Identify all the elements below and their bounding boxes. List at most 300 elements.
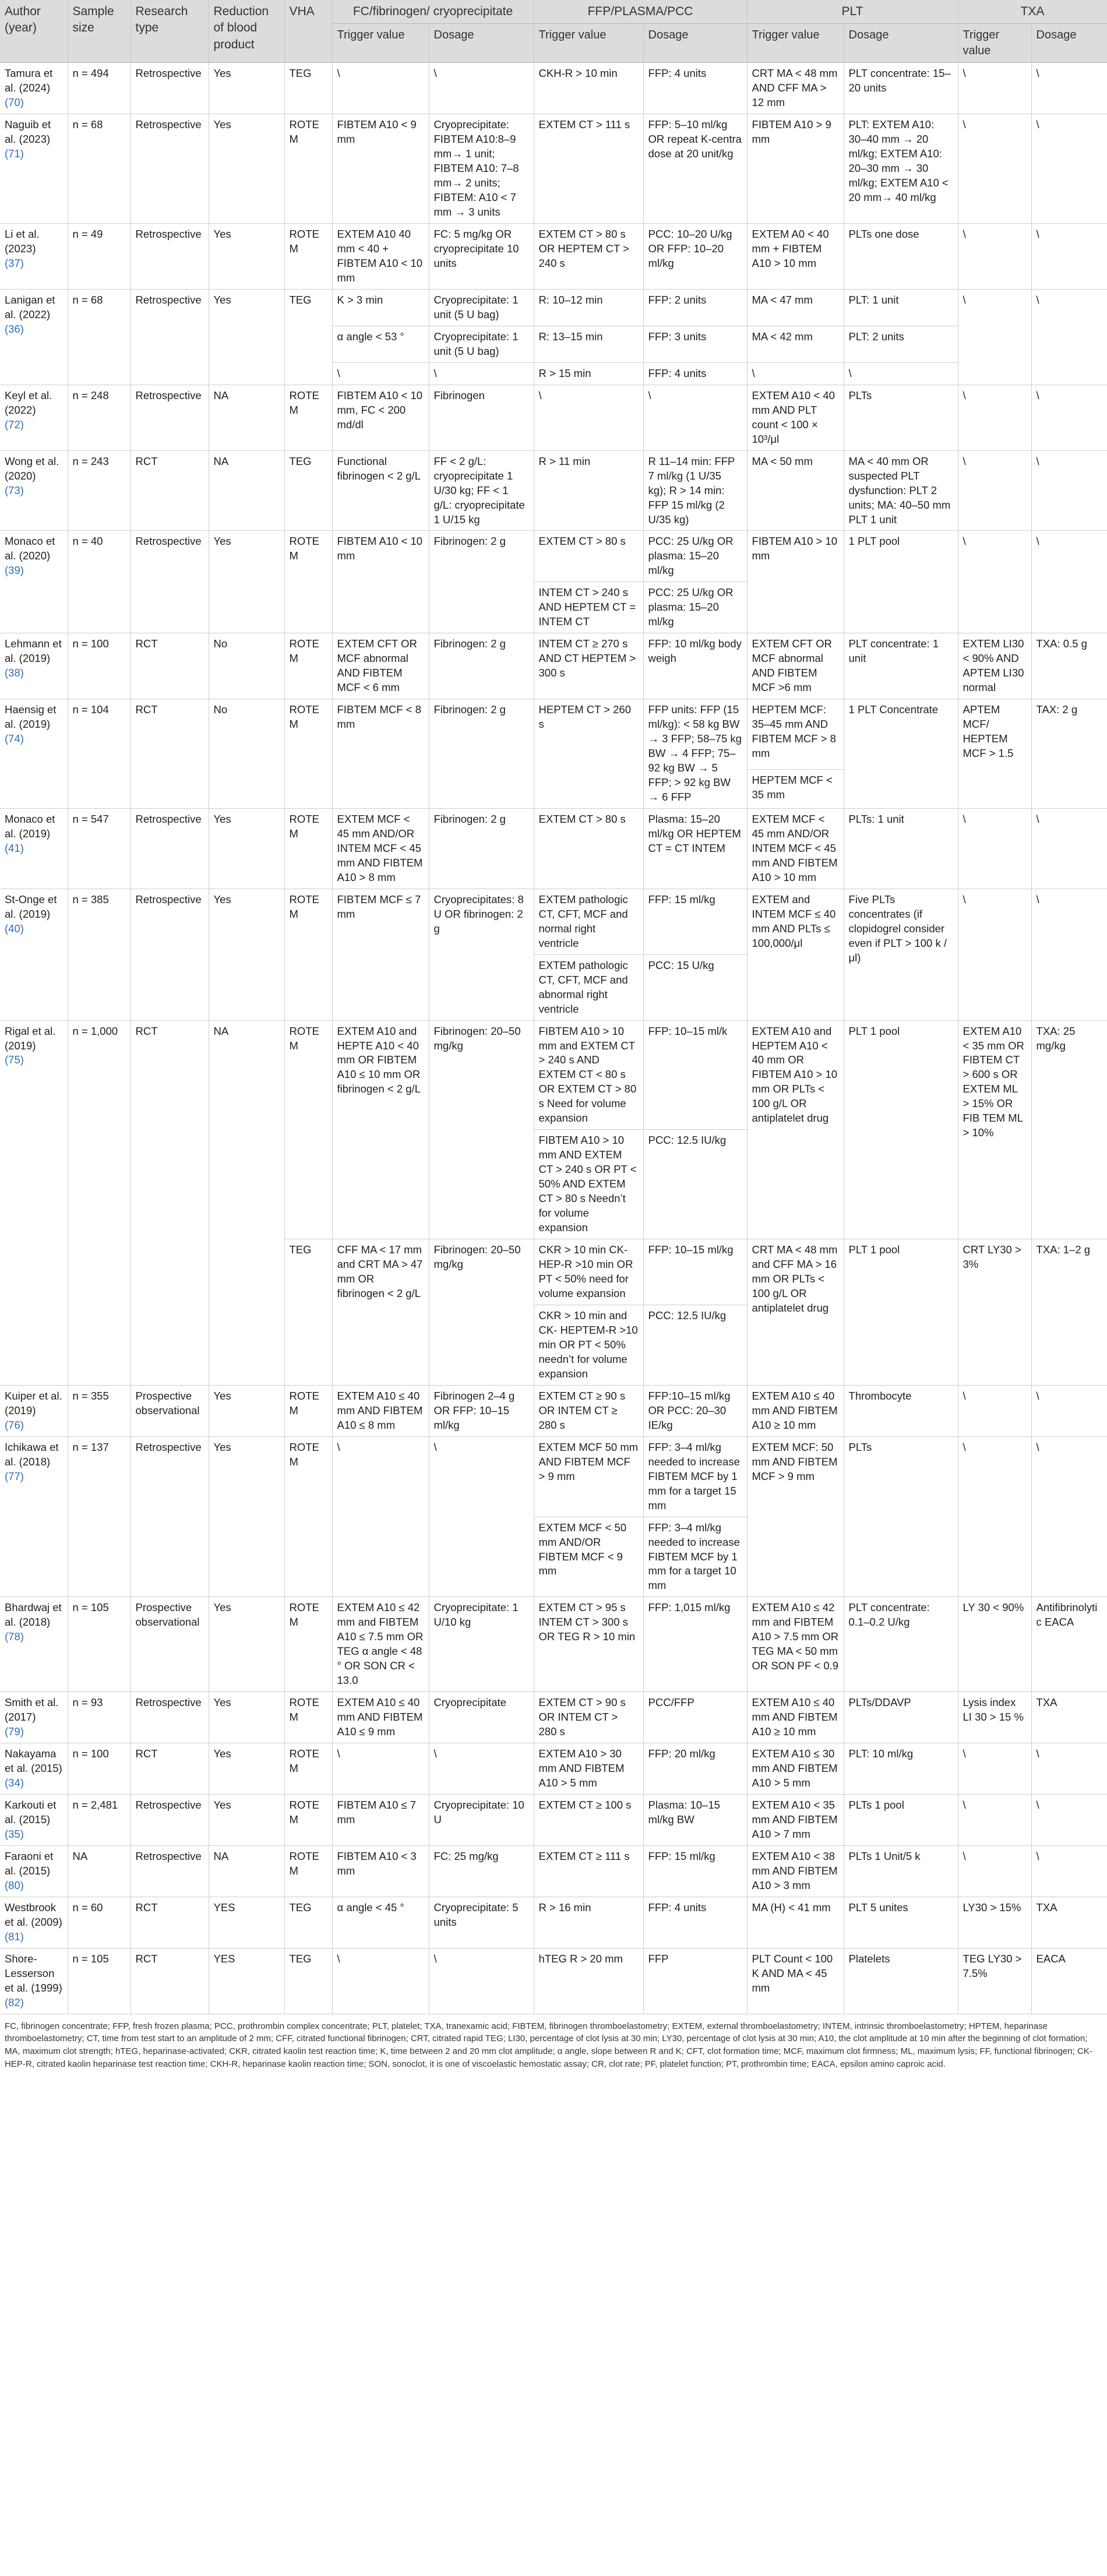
cell-ffp-dosage: FFP: 3 units <box>643 326 747 362</box>
cell-txa-trigger: \ <box>958 114 1031 224</box>
cell-sample-size: n = 243 <box>68 450 131 531</box>
cell-sample-size: n = 248 <box>68 385 131 450</box>
cell-fc-dosage: \ <box>429 362 534 385</box>
cell-reduction: NA <box>209 1845 284 1897</box>
cell-ffp-dosage: FFP units: FFP (15 ml/kg): < 58 kg BW → 3 FFP; 58–75 kg BW → 4 FFP; 75–92 kg BW → 5 FFP; > 92 kg BW → 6 FFP <box>643 699 747 809</box>
cell-sample-size: n = 93 <box>68 1692 131 1743</box>
reference-link[interactable]: (40) <box>5 922 24 935</box>
cell-ffp-trigger: EXTEM CT > 111 s <box>534 114 643 224</box>
cell-fc-trigger: CFF MA < 17 mm and CRT MA > 47 mm OR fibrinogen < 2 g/L <box>332 1239 429 1386</box>
cell-ffp-dosage: FFP: 3–4 ml/kg needed to increase FIBTEM MCF by 1 mm for a target 10 mm <box>643 1517 747 1597</box>
table-row <box>0 633 1107 699</box>
cell-reduction: Yes <box>209 889 284 1020</box>
cell-sample-size: n = 105 <box>68 1948 131 2014</box>
table-row <box>0 1795 1107 1846</box>
cell-author <box>0 1897 68 1948</box>
cell-ffp-trigger: EXTEM pathologic CT, CFT, MCF and abnormal right ventricle <box>534 954 643 1020</box>
cell-plt-trigger: EXTEM A10 ≤ 40 mm AND FIBTEM A10 ≥ 10 mm <box>747 1385 844 1436</box>
author-name: Faraoni et al. (2015) <box>5 1849 54 1877</box>
table-row <box>0 1597 1107 1692</box>
cell-ffp-dosage: PCC: 12.5 IU/kg <box>643 1305 747 1385</box>
reference-link[interactable]: (79) <box>5 1725 24 1738</box>
cell-author <box>0 1743 68 1795</box>
cell-author <box>0 1020 68 1385</box>
cell-txa-trigger: \ <box>958 385 1031 450</box>
cell-txa-trigger: APTEM MCF/ HEPTEM MCF > 1.5 <box>958 699 1031 809</box>
cell-fc-dosage: Fibrinogen: 20–50 mg/kg <box>429 1239 534 1386</box>
cell-ffp-dosage: FFP <box>643 1948 747 2014</box>
cell-plt-dosage: PLT concentrate: 15–20 units <box>844 63 958 114</box>
cell-vha: ROTEM <box>284 224 332 290</box>
cell-sample-size: n = 1,000 <box>68 1020 131 1385</box>
author-name: Nakayama et al. (2015) <box>5 1747 62 1775</box>
table-row <box>0 808 1107 889</box>
cell-vha: ROTEM <box>284 808 332 889</box>
cell-plt-dosage: PLT 1 pool <box>844 1020 958 1239</box>
cell-plt-trigger: HEPTEM MCF: 35–45 mm AND FIBTEM MCF > 8 mm <box>747 699 844 770</box>
cell-ffp-dosage: FFP: 1,015 ml/kg <box>643 1597 747 1692</box>
cell-ffp-dosage: FFP: 4 units <box>643 63 747 114</box>
cell-plt-trigger: EXTEM A10 < 40 mm AND PLT count < 100 × 10³/μl <box>747 385 844 450</box>
reference-link[interactable]: (74) <box>5 732 24 745</box>
cell-fc-trigger: \ <box>332 1436 429 1597</box>
cell-plt-trigger: PLT Count < 100 K AND MA < 45 mm <box>747 1948 844 2014</box>
cell-plt-dosage: PLT: EXTEM A10: 30–40 mm → 20 ml/kg; EXTEM A10: 20–30 mm → 30 ml/kg; EXTEM A10 < 20 mm→ 40 ml/kg <box>844 114 958 224</box>
cell-plt-trigger: HEPTEM MCF < 35 mm <box>747 769 844 808</box>
cell-author <box>0 63 68 114</box>
header-txa-trigger: Trigger value <box>958 24 1031 63</box>
table-row <box>0 1845 1107 1897</box>
author-name: Lehmann et al. (2019) <box>5 637 62 665</box>
cell-txa-dosage: \ <box>1031 114 1107 224</box>
cell-reduction: Yes <box>209 63 284 114</box>
header-sample-size: Sample size <box>68 0 131 63</box>
cell-fc-dosage: Cryoprecipitate: 1 unit (5 U bag) <box>429 326 534 362</box>
cell-sample-size: n = 68 <box>68 289 131 385</box>
cell-fc-trigger: FIBTEM MCF < 8 mm <box>332 699 429 809</box>
cell-ffp-dosage: FFP: 15 ml/kg <box>643 889 747 954</box>
cell-plt-dosage: PLT 5 unites <box>844 1897 958 1948</box>
author-name: Wong et al. (2020) <box>5 454 59 482</box>
cell-fc-dosage: Cryoprecipitate: 1 unit (5 U bag) <box>429 289 534 326</box>
cell-txa-trigger: \ <box>958 1436 1031 1597</box>
cell-research-type: RCT <box>131 1020 209 1385</box>
reference-link[interactable]: (34) <box>5 1777 24 1789</box>
cell-txa-trigger: \ <box>958 1795 1031 1846</box>
cell-reduction: NA <box>209 1020 284 1385</box>
reference-link[interactable]: (77) <box>5 1470 24 1482</box>
cell-ffp-dosage: PCC: 12.5 IU/kg <box>643 1130 747 1239</box>
reference-link[interactable]: (76) <box>5 1418 24 1431</box>
cell-plt-trigger: EXTEM A10 < 38 mm AND FIBTEM A10 > 3 mm <box>747 1845 844 1897</box>
cell-ffp-dosage: R 11–14 min: FFP 7 ml/kg (1 U/35 kg); R > 14 min: FFP 15 ml/kg (2 U/35 kg) <box>643 450 747 531</box>
author-name: Tamura et al. (2024) <box>5 67 53 94</box>
author-name: Lanigan et al. (2022) <box>5 293 55 320</box>
cell-vha: ROTEM <box>284 889 332 1020</box>
cell-reduction: Yes <box>209 1385 284 1436</box>
author-name: Monaco et al. (2020) <box>5 535 55 562</box>
cell-sample-size: n = 60 <box>68 1897 131 1948</box>
cell-plt-trigger: EXTEM MCF: 50 mm AND FIBTEM MCF > 9 mm <box>747 1436 844 1597</box>
cell-sample-size: n = 49 <box>68 224 131 290</box>
cell-research-type: Prospective observational <box>131 1385 209 1436</box>
cell-ffp-trigger: EXTEM CT ≥ 90 s OR INTEM CT ≥ 280 s <box>534 1385 643 1436</box>
cell-fc-dosage: Cryoprecipitate: 1 U/10 kg <box>429 1597 534 1692</box>
reference-link[interactable]: (38) <box>5 667 24 679</box>
cell-fc-trigger: FIBTEM MCF ≤ 7 mm <box>332 889 429 1020</box>
author-name: Keyl et al. (2022) <box>5 389 52 416</box>
cell-research-type: Retrospective <box>131 1795 209 1846</box>
cell-fc-dosage: Cryoprecipitate: 10 U <box>429 1795 534 1846</box>
cell-txa-dosage: \ <box>1031 1795 1107 1846</box>
table-row <box>0 699 1107 770</box>
cell-fc-dosage: Cryoprecipitate <box>429 1692 534 1743</box>
cell-txa-trigger: EXTEM A10 < 35 mm OR FIBTEM CT > 600 s OR EXTEM ML > 15% OR FIB TEM ML > 10% <box>958 1020 1031 1239</box>
cell-author <box>0 633 68 699</box>
header-group-ffp: FFP/PLASMA/PCC <box>534 0 747 24</box>
cell-research-type: RCT <box>131 633 209 699</box>
cell-txa-dosage: \ <box>1031 531 1107 633</box>
cell-txa-trigger: LY30 > 15% <box>958 1897 1031 1948</box>
author-name: St-Onge et al. (2019) <box>5 893 57 920</box>
reference-link[interactable]: (41) <box>5 841 24 854</box>
cell-plt-dosage: Platelets <box>844 1948 958 2014</box>
cell-txa-dosage: \ <box>1031 224 1107 290</box>
cell-vha: TEG <box>284 1897 332 1948</box>
cell-ffp-dosage: FFP: 10 ml/kg body weigh <box>643 633 747 699</box>
cell-fc-trigger: \ <box>332 63 429 114</box>
cell-reduction: No <box>209 699 284 809</box>
cell-reduction: No <box>209 633 284 699</box>
cell-ffp-trigger: R > 11 min <box>534 450 643 531</box>
cell-fc-dosage: Fibrinogen 2–4 g OR FFP: 10–15 ml/kg <box>429 1385 534 1436</box>
cell-fc-dosage: FC: 5 mg/kg OR cryoprecipitate 10 units <box>429 224 534 290</box>
cell-sample-size: n = 2,481 <box>68 1795 131 1846</box>
cell-sample-size: n = 355 <box>68 1385 131 1436</box>
reference-link[interactable]: (39) <box>5 564 24 577</box>
cell-plt-trigger: MA < 42 mm <box>747 326 844 362</box>
cell-research-type: RCT <box>131 450 209 531</box>
author-name: Li et al. (2023) <box>5 228 40 255</box>
cell-plt-dosage: PLTs <box>844 385 958 450</box>
cell-txa-dosage: \ <box>1031 450 1107 531</box>
cell-txa-dosage: Antifibrinolytic EACA <box>1031 1597 1107 1692</box>
cell-txa-dosage: \ <box>1031 1436 1107 1597</box>
cell-plt-trigger: CRT MA < 48 mm AND CFF MA > 12 mm <box>747 63 844 114</box>
cell-vha: TEG <box>284 63 332 114</box>
cell-author <box>0 1385 68 1436</box>
cell-fc-dosage: FF < 2 g/L: cryoprecipitate 1 U/30 kg; FF < 1 g/L: cryoprecipitate 1 U/15 kg <box>429 450 534 531</box>
cell-sample-size: n = 100 <box>68 1743 131 1795</box>
cell-plt-dosage: PLTs/DDAVP <box>844 1692 958 1743</box>
cell-txa-trigger: \ <box>958 1385 1031 1436</box>
cell-fc-dosage: Cryoprecipitate: FIBTEM A10:8–9 mm→ 1 unit; FIBTEM A10: 7–8 mm→ 2 units; FIBTEM: A10 < 7 mm → 3 units <box>429 114 534 224</box>
table-body <box>0 63 1107 2014</box>
cell-ffp-dosage: FFP: 10–15 ml/k <box>643 1020 747 1130</box>
header-group-fc: FC/fibrinogen/ cryoprecipitate <box>332 0 534 24</box>
cell-ffp-trigger: INTEM CT ≥ 270 s AND CT HEPTEM > 300 s <box>534 633 643 699</box>
cell-research-type: RCT <box>131 699 209 809</box>
cell-reduction: Yes <box>209 289 284 385</box>
reference-link[interactable]: (36) <box>5 322 24 335</box>
cell-ffp-trigger: EXTEM MCF < 50 mm AND/OR FIBTEM MCF < 9 mm <box>534 1517 643 1597</box>
cell-ffp-dosage: FFP: 10–15 ml/kg <box>643 1239 747 1305</box>
table-row <box>0 114 1107 224</box>
cell-reduction: Yes <box>209 224 284 290</box>
cell-plt-dosage: PLT: 2 units <box>844 326 958 362</box>
cell-reduction: Yes <box>209 114 284 224</box>
table-row <box>0 531 1107 582</box>
cell-fc-dosage: \ <box>429 63 534 114</box>
cell-txa-trigger: TEG LY30 > 7.5% <box>958 1948 1031 2014</box>
table-row <box>0 224 1107 290</box>
cell-vha: ROTEM <box>284 1385 332 1436</box>
cell-txa-trigger: \ <box>958 808 1031 889</box>
cell-plt-dosage: PLTs 1 pool <box>844 1795 958 1846</box>
cell-ffp-dosage: FFP: 4 units <box>643 362 747 385</box>
author-name: Smith et al. (2017) <box>5 1696 59 1724</box>
cell-fc-trigger: FIBTEM A10 < 10 mm, FC < 200 md/dl <box>332 385 429 450</box>
cell-ffp-trigger: FIBTEM A10 > 10 mm AND EXTEM CT > 240 s OR PT < 50% AND EXTEM CT > 80 s Needn’t for volume expansion <box>534 1130 643 1239</box>
author-name: Monaco et al. (2019) <box>5 812 55 840</box>
cell-sample-size: n = 385 <box>68 889 131 1020</box>
cell-reduction: Yes <box>209 531 284 633</box>
cell-vha: TEG <box>284 1948 332 2014</box>
cell-plt-trigger: EXTEM A10 ≤ 30 mm AND FIBTEM A10 > 5 mm <box>747 1743 844 1795</box>
cell-plt-dosage: PLT concentrate: 1 unit <box>844 633 958 699</box>
cell-research-type: Retrospective <box>131 889 209 1020</box>
cell-vha: TEG <box>284 289 332 385</box>
cell-fc-trigger: EXTEM A10 ≤ 40 mm AND FIBTEM A10 ≤ 8 mm <box>332 1385 429 1436</box>
reference-link[interactable]: (37) <box>5 256 24 269</box>
cell-ffp-dosage: Plasma: 15–20 ml/kg OR HEPTEM CT = CT INTEM <box>643 808 747 889</box>
cell-plt-trigger: MA (H) < 41 mm <box>747 1897 844 1948</box>
cell-reduction: NA <box>209 450 284 531</box>
cell-vha: ROTEM <box>284 1020 332 1239</box>
author-name: Haensig et al. (2019) <box>5 703 57 731</box>
cell-plt-dosage: 1 PLT pool <box>844 531 958 633</box>
cell-research-type: Retrospective <box>131 1692 209 1743</box>
cell-fc-trigger: FIBTEM A10 < 3 mm <box>332 1845 429 1897</box>
cell-fc-trigger: K > 3 min <box>332 289 429 326</box>
cell-fc-trigger: α angle < 53 ° <box>332 326 429 362</box>
cell-plt-dosage: PLT: 10 ml/kg <box>844 1743 958 1795</box>
cell-txa-dosage: \ <box>1031 289 1107 385</box>
cell-fc-dosage: Fibrinogen: 2 g <box>429 633 534 699</box>
cell-research-type: Retrospective <box>131 531 209 633</box>
cell-txa-trigger: \ <box>958 450 1031 531</box>
cell-fc-trigger: FIBTEM A10 < 10 mm <box>332 531 429 633</box>
cell-fc-trigger: \ <box>332 1948 429 2014</box>
cell-author <box>0 385 68 450</box>
cell-fc-trigger: α angle < 45 ° <box>332 1897 429 1948</box>
reference-link[interactable]: (75) <box>5 1053 24 1066</box>
cell-reduction: YES <box>209 1897 284 1948</box>
cell-fc-trigger: EXTEM A10 40 mm < 40 + FIBTEM A10 < 10 mm <box>332 224 429 290</box>
cell-sample-size: n = 68 <box>68 114 131 224</box>
cell-plt-dosage: PLT: 1 unit <box>844 289 958 326</box>
cell-txa-trigger: \ <box>958 224 1031 290</box>
reference-link[interactable]: (72) <box>5 418 24 431</box>
header-ffp-trigger: Trigger value <box>534 24 643 63</box>
cell-txa-dosage: TXA <box>1031 1897 1107 1948</box>
cell-vha: ROTEM <box>284 1692 332 1743</box>
cell-author <box>0 450 68 531</box>
reference-link[interactable]: (73) <box>5 484 24 496</box>
table-row <box>0 63 1107 114</box>
cell-fc-dosage: Fibrinogen: 20–50 mg/kg <box>429 1020 534 1239</box>
cell-fc-dosage: Cryoprecipitates: 8 U OR fibrinogen: 2 g <box>429 889 534 1020</box>
cell-ffp-trigger: \ <box>534 385 643 450</box>
cell-research-type: Retrospective <box>131 224 209 290</box>
author-name: Kuiper et al. (2019) <box>5 1389 62 1416</box>
table-row <box>0 1743 1107 1795</box>
header-fc-trigger: Trigger value <box>332 24 429 63</box>
cell-fc-trigger: \ <box>332 1743 429 1795</box>
cell-txa-dosage: \ <box>1031 1845 1107 1897</box>
cell-author <box>0 1436 68 1597</box>
cell-fc-trigger: FIBTEM A10 ≤ 7 mm <box>332 1795 429 1846</box>
cell-author <box>0 1845 68 1897</box>
cell-ffp-dosage: FFP: 3–4 ml/kg needed to increase FIBTEM MCF by 1 mm for a target 15 mm <box>643 1436 747 1517</box>
cell-ffp-trigger: EXTEM CT > 80 s <box>534 531 643 582</box>
cell-ffp-dosage: PCC: 10–20 U/kg OR FFP: 10–20 ml/kg <box>643 224 747 290</box>
cell-ffp-trigger: R > 15 min <box>534 362 643 385</box>
cell-sample-size: n = 494 <box>68 63 131 114</box>
cell-research-type: Retrospective <box>131 808 209 889</box>
cell-ffp-trigger: CKR > 10 min and CK- HEPTEM-R >10 min OR PT < 50% needn’t for volume expansion <box>534 1305 643 1385</box>
cell-author <box>0 531 68 633</box>
cell-vha: ROTEM <box>284 385 332 450</box>
cell-plt-dosage: PLTs: 1 unit <box>844 808 958 889</box>
cell-ffp-trigger: EXTEM pathologic CT, CFT, MCF and normal right ventricle <box>534 889 643 954</box>
cell-vha: ROTEM <box>284 114 332 224</box>
cell-sample-size: NA <box>68 1845 131 1897</box>
header-ffp-dosage: Dosage <box>643 24 747 63</box>
cell-research-type: Retrospective <box>131 114 209 224</box>
author-name: Karkouti et al. (2015) <box>5 1799 57 1826</box>
header-research-type: Research type <box>131 0 209 63</box>
reference-link[interactable]: (81) <box>5 1930 24 1943</box>
table-row <box>0 385 1107 450</box>
cell-ffp-trigger: EXTEM CT > 80 s <box>534 808 643 889</box>
cell-plt-trigger: EXTEM A10 and HEPTEM A10 < 40 mm OR FIBTEM A10 > 10 mm OR PLTs < 100 g/L OR antiplatelet drug <box>747 1020 844 1239</box>
cell-txa-dosage: TXA: 1–2 g <box>1031 1239 1107 1386</box>
cell-fc-dosage: \ <box>429 1743 534 1795</box>
cell-vha: ROTEM <box>284 1743 332 1795</box>
table-header <box>0 0 1107 63</box>
table-row <box>0 1020 1107 1130</box>
cell-fc-dosage: Cryoprecipitate: 5 units <box>429 1897 534 1948</box>
cell-plt-trigger: EXTEM A10 ≤ 42 mm and FIBTEM A10 > 7.5 mm OR TEG MA < 50 mm OR SON PF < 0.9 <box>747 1597 844 1692</box>
cell-plt-trigger: EXTEM CFT OR MCF abnormal AND FIBTEM MCF >6 mm <box>747 633 844 699</box>
reference-link[interactable]: (78) <box>5 1630 24 1643</box>
cell-ffp-trigger: R: 13–15 min <box>534 326 643 362</box>
author-name: Westbrook et al. (2009) <box>5 1901 62 1928</box>
cell-ffp-dosage: FFP: 20 ml/kg <box>643 1743 747 1795</box>
cell-plt-trigger: EXTEM A10 ≤ 40 mm AND FIBTEM A10 ≥ 10 mm <box>747 1692 844 1743</box>
table-row <box>0 450 1107 531</box>
cell-author <box>0 224 68 290</box>
cell-sample-size: n = 105 <box>68 1597 131 1692</box>
cell-plt-trigger: \ <box>747 362 844 385</box>
cell-research-type: Retrospective <box>131 385 209 450</box>
cell-plt-dosage: 1 PLT Concentrate <box>844 699 958 809</box>
cell-txa-trigger: LY 30 < 90% <box>958 1597 1031 1692</box>
header-author: Author (year) <box>0 0 68 63</box>
cell-txa-dosage: TAX: 2 g <box>1031 699 1107 809</box>
cell-ffp-trigger: R > 16 min <box>534 1897 643 1948</box>
cell-txa-trigger: EXTEM LI30 < 90% AND APTEM LI30 normal <box>958 633 1031 699</box>
cell-ffp-dosage: Plasma: 10–15 ml/kg BW <box>643 1795 747 1846</box>
cell-txa-trigger: \ <box>958 889 1031 1020</box>
cell-vha: ROTEM <box>284 531 332 633</box>
reference-link[interactable]: (35) <box>5 1827 24 1840</box>
cell-txa-dosage: EACA <box>1031 1948 1107 2014</box>
cell-txa-trigger: \ <box>958 1743 1031 1795</box>
reference-link[interactable]: (80) <box>5 1879 24 1891</box>
cell-txa-dosage: TXA <box>1031 1692 1107 1743</box>
cell-reduction: Yes <box>209 1436 284 1597</box>
cell-reduction: YES <box>209 1948 284 2014</box>
table-row <box>0 1436 1107 1517</box>
table-row <box>0 1897 1107 1948</box>
cell-vha: ROTEM <box>284 1795 332 1846</box>
cell-sample-size: n = 100 <box>68 633 131 699</box>
cell-fc-dosage: Fibrinogen: 2 g <box>429 699 534 809</box>
cell-reduction: Yes <box>209 1692 284 1743</box>
cell-ffp-trigger: FIBTEM A10 > 10 mm and EXTEM CT > 240 s AND EXTEM CT < 80 s OR EXTEM CT > 80 s Need for volume expansion <box>534 1020 643 1130</box>
cell-plt-dosage: \ <box>844 362 958 385</box>
cell-plt-trigger: FIBTEM A10 > 9 mm <box>747 114 844 224</box>
cell-author <box>0 808 68 889</box>
cell-research-type: RCT <box>131 1743 209 1795</box>
cell-reduction: Yes <box>209 1743 284 1795</box>
cell-reduction: Yes <box>209 1597 284 1692</box>
cell-plt-trigger: MA < 47 mm <box>747 289 844 326</box>
cell-sample-size: n = 547 <box>68 808 131 889</box>
cell-ffp-dosage: PCC: 15 U/kg <box>643 954 747 1020</box>
table-row <box>0 1948 1107 2014</box>
cell-fc-trigger: EXTEM CFT OR MCF abnormal AND FIBTEM MCF < 6 mm <box>332 633 429 699</box>
cell-fc-dosage: Fibrinogen <box>429 385 534 450</box>
cell-plt-dosage: Five PLTs concentrates (if clopidogrel consider even if PLT > 100 k /μl) <box>844 889 958 1020</box>
cell-txa-dosage: \ <box>1031 1743 1107 1795</box>
cell-research-type: RCT <box>131 1897 209 1948</box>
cell-research-type: Retrospective <box>131 63 209 114</box>
cell-sample-size: n = 40 <box>68 531 131 633</box>
header-vha: VHA <box>284 0 332 63</box>
cell-author <box>0 1692 68 1743</box>
cell-ffp-trigger: EXTEM CT > 90 s OR INTEM CT > 280 s <box>534 1692 643 1743</box>
header-plt-dosage: Dosage <box>844 24 958 63</box>
cell-fc-dosage: \ <box>429 1436 534 1597</box>
reference-link[interactable]: (70) <box>5 96 24 109</box>
cell-fc-trigger: FIBTEM A10 < 9 mm <box>332 114 429 224</box>
cell-plt-trigger: EXTEM A0 < 40 mm + FIBTEM A10 > 10 mm <box>747 224 844 290</box>
cell-ffp-trigger: hTEG R > 20 mm <box>534 1948 643 2014</box>
cell-ffp-trigger: EXTEM CT > 80 s OR HEPTEM CT > 240 s <box>534 224 643 290</box>
reference-link[interactable]: (82) <box>5 1996 24 2008</box>
cell-ffp-trigger: CKR > 10 min CK-HEP-R >10 min OR PT < 50% need for volume expansion <box>534 1239 643 1305</box>
reference-link[interactable]: (71) <box>5 147 24 160</box>
cell-txa-trigger: Lysis index LI 30 > 15 % <box>958 1692 1031 1743</box>
cell-fc-trigger: EXTEM A10 ≤ 42 mm and FIBTEM A10 ≤ 7.5 mm OR TEG α angle < 48 ° OR SON CR < 13.0 <box>332 1597 429 1692</box>
cell-txa-dosage: \ <box>1031 385 1107 450</box>
cell-reduction: Yes <box>209 808 284 889</box>
cell-ffp-trigger: EXTEM CT > 95 s INTEM CT > 300 s OR TEG R > 10 min <box>534 1597 643 1692</box>
cell-author <box>0 699 68 809</box>
